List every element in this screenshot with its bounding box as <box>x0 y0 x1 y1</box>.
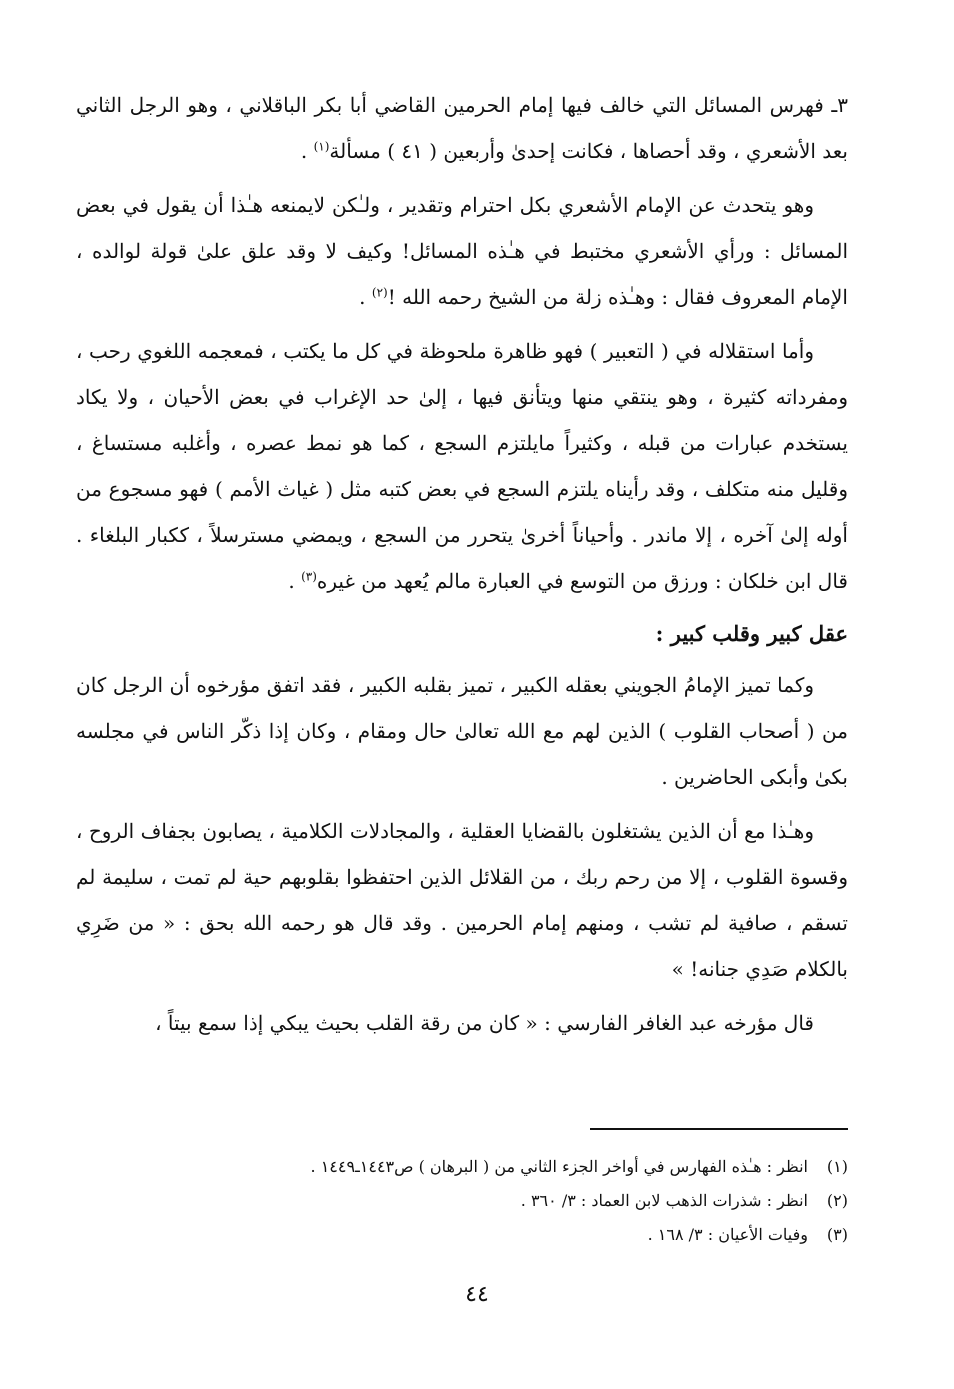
footnote-3 <box>76 1218 848 1252</box>
footnote-ref-2[interactable]: (٢) <box>371 285 388 300</box>
footnote-ref-1[interactable]: (١) <box>313 139 330 154</box>
paragraph-1-tail: . <box>300 139 314 163</box>
paragraph-1 <box>76 82 848 174</box>
page-number: ٤٤ <box>465 1282 489 1307</box>
paragraph-4: وكما تميز الإمامُ الجويني بعقله الكبير ، تميز بقلبه الكبير ، فقد اتفق مؤرخوه أن الرجل كان من ( أصحاب القلوب ) الذين لهم مع الله تعالىٰ حال ومقام ، وكان إذا ذكّر الناس في مجلسه بكىٰ وأبكى الحاضرين . <box>76 673 848 789</box>
footnote-1-number: (١) <box>826 1157 848 1176</box>
paragraph-6: قال مؤرخه عبد الغافر الفارسي : « كان من رقة القلب بحيث يبكي إذا سمع بيتاً ، <box>155 1011 814 1035</box>
footnote-3-text: وفيات الأعيان : ٣/ ١٦٨ . <box>647 1225 808 1244</box>
paragraph-1-text: ٣ـ فهرس المسائل التي خالف فيها إمام الحرمين القاضي أبا بكر الباقلاني ، وهو الرجل الثاني بعد الأشعري ، وقد أحصاها ، فكانت إحدىٰ وأربعين ( ٤١ ) مسألة <box>76 93 848 163</box>
section-heading: عقل كبير وقلب كبير : <box>655 621 848 646</box>
footnote-3-number: (٣) <box>826 1225 848 1244</box>
paragraph-2-text: وهو يتحدث عن الإمام الأشعري بكل احترام وتقدير ، ولـٰكن لايمنعه هـٰذا أن يقول في بعض المسائل : ورأي الأشعري مختبط في هـٰذه المسائل! وكيف لا وقد علق علىٰ قولة لوالده ، الإمام المعروف فقال : وهـٰذه زلة من الشيخ رحمه الله ! <box>76 193 849 309</box>
footnote-1-text: انظر : هـٰذه الفهارس في أواخر الجزء الثاني من ( البرهان ) ص١٤٤٣ـ١٤٤٩ . <box>310 1157 808 1176</box>
footnote-separator <box>590 1128 848 1130</box>
paragraph-3 <box>76 328 848 604</box>
footnote-2-number: (٢) <box>826 1191 848 1210</box>
footnote-1 <box>76 1150 848 1184</box>
footnote-2-text: انظر : شذرات الذهب لابن العماد : ٣/ ٣٦٠ . <box>520 1191 808 1210</box>
paragraph-3-text: وأما استقلاله في ( التعبير ) فهو ظاهرة ملحوظة في كل ما يكتب ، فمعجمه اللغوي رحب ، ومفرداته كثيرة ، وهو ينتقي منها ويتأنق فيها ، إلىٰ حد الإغراب في بعض الأحيان ، ولا يكاد يستخدم عبارات من قبله ، وكثيراً مايلتزم السجع ، كما هو نمط عصره ، وأغلبه مستساغ ، وقليل منه متكلف ، وقد رأيناه يلتزم السجع في بعض كتبه مثل ( غياث الأمم ) فهو مسجوع من أوله إلىٰ آخره ، إلا ماندر . وأحياناً أخرىٰ يتحرر من السجع ، ويمضي مسترسلاً ، ككبار البلغاء . قال ابن خلكان : ورزق من التوسع في العبارة مالم يُعهد من غيره <box>76 339 848 593</box>
footnotes <box>76 1150 848 1252</box>
paragraph-5: وهـٰذا مع أن الذين يشتغلون بالقضايا العقلية ، والمجادلات الكلامية ، يصابون بجفاف الروح ، وقسوة القلوب ، إلا من رحم ربك ، من القلائل الذين احتفظوا بقلوبهم حية لم تمت ، سليمة لم تسقم ، صافية لم تشب ، ومنهم إمام الحرمين . وقد قال هو رحمه الله بحق : « من ضَرِي بالكلام صَدِي جنانه! » <box>76 819 849 981</box>
footnote-ref-3[interactable]: (٣) <box>301 569 317 584</box>
footnote-2 <box>76 1184 848 1218</box>
main-text <box>76 82 848 1054</box>
paragraph-3-tail: . <box>288 569 302 593</box>
paragraph-2 <box>76 182 848 320</box>
paragraph-2-tail: . <box>359 285 372 309</box>
